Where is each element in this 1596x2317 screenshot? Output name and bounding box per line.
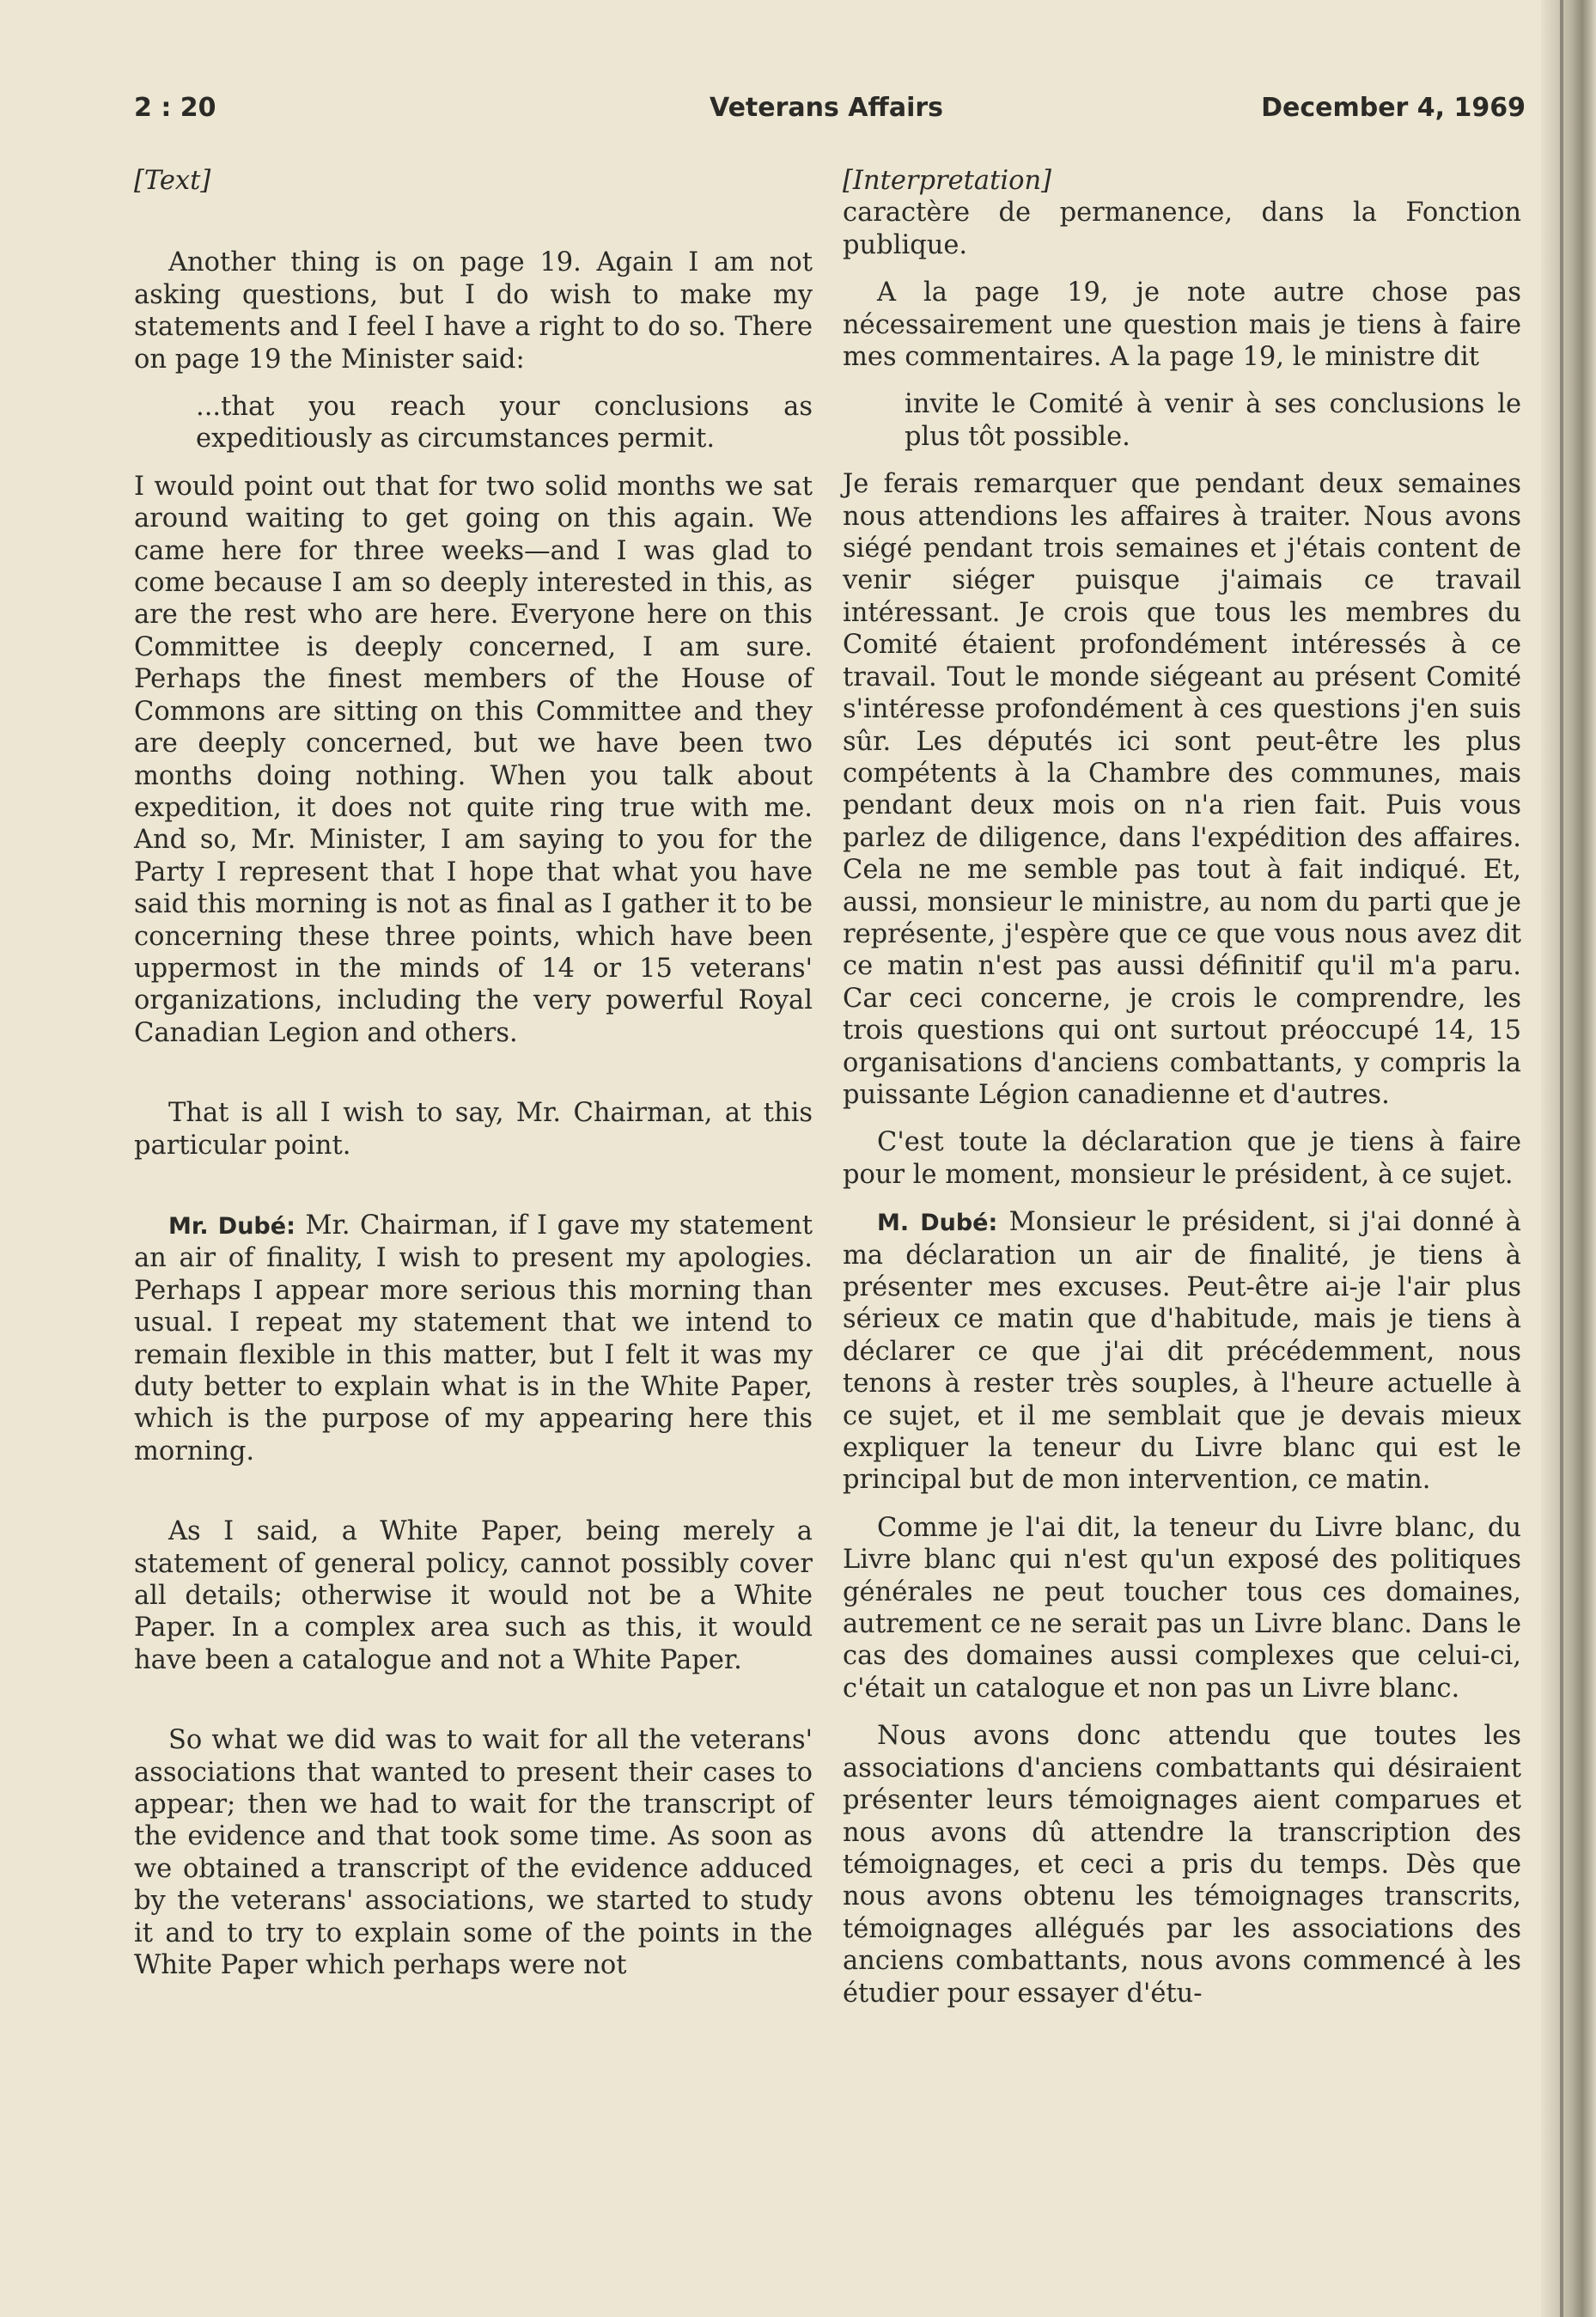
speaker-paragraph: [843, 1206, 1521, 1497]
paragraph: Comme je l'ai dit, la teneur du Livre blanc, du Livre blanc qui n'est qu'un exposé des politiques générales ne peut toucher tous ces domaines, autrement ce ne serait pas un Livre blanc. Dans le cas des domaines aussi complexes que celui-ci, c'était un catalogue et non pas un Livre blanc.: [843, 1512, 1521, 1704]
paragraph: C'est toute la déclaration que je tiens à faire pour le moment, monsieur le président, à ce sujet.: [843, 1127, 1521, 1190]
page-number: 2 : 20: [134, 93, 216, 123]
paragraph: That is all I wish to say, Mr. Chairman, at this particular point.: [134, 1098, 813, 1161]
paragraph: A la page 19, je note autre chose pas nécessairement une question mais je tiens à faire mes commentaires. A la page 19, le ministre dit: [843, 277, 1521, 373]
speech-text: Mr. Chairman, if I gave my statement an air of finality, I wish to present my apologies. Perhaps I appear more serious this morning than usual. I repeat my statement that we intend to remain flexible in this matter, but I felt it was my duty better to explain what is in the White Paper, which is the purpose of my appearing here this morning.: [134, 1210, 813, 1466]
block-quote: invite le Comité à venir à ses conclusions le plus tôt possible.: [905, 389, 1521, 452]
speech-text: Monsieur le président, si j'ai donné à ma déclaration un air de finalité, je tiens à présenter mes excuses. Peut-être ai-je l'air plus sérieux ce matin que d'habitude, mais je tiens à déclarer ce que j'ai dit précédemment, nous tenons à rester très souples, à l'heure actuelle à ce sujet, et il me semblait que je devais mieux expliquer la teneur du Livre blanc qui est le principal but de mon intervention, ce matin.: [843, 1207, 1521, 1496]
paragraph: As I said, a White Paper, being merely a statement of general policy, cannot possibly cover all details; otherwise it would not be a White Paper. In a complex area such as this, it would have been a catalogue and not a White Paper.: [134, 1516, 813, 1675]
speaker-name: M. Dubé:: [877, 1210, 998, 1237]
paragraph: Another thing is on page 19. Again I am not asking questions, but I do wish to make my statements and I feel I have a right to do so. There on page 19 the Minister said:: [134, 247, 813, 375]
page-edge-binding: [1541, 0, 1596, 2317]
running-title: Veterans Affairs: [710, 93, 944, 123]
speaker-paragraph: [134, 1210, 813, 1467]
interpretation-label: [Interpretation]: [843, 166, 1051, 196]
paragraph: I would point out that for two solid months we sat around waiting to get going on this again. We came here for three weeks—and I was glad to come because I am so deeply interested in this, as are the rest who are here. Everyone here on this Committee is deeply concerned, I am sure. Perhaps the finest members of the House of Commons are sitting on this Committee and they are deeply concerned, but we have been two months doing nothing. When you talk about expedition, it does not quite ring true with me. And so, Mr. Minister, I am saying to you for the Party I represent that I hope that what you have said this morning is not as final as I gather it to be concerning these three points, which have been uppermost in the minds of 14 or 15 veterans' organizations, including the very powerful Royal Canadian Legion and others.: [134, 471, 813, 1048]
paragraph: caractère de permanence, dans la Fonction publique.: [843, 198, 1521, 260]
page-date: December 4, 1969: [1261, 93, 1526, 123]
block-quote: ...that you reach your conclusions as expeditiously as circumstances permit.: [196, 392, 813, 454]
paragraph: So what we did was to wait for all the veterans' associations that wanted to present their cases to appear; then we had to wait for the transcript of the evidence and that took some time. As soon as we obtained a transcript of the evidence adduced by the veterans' associations, we started to study it and to try to explain some of the points in the White Paper which perhaps were not: [134, 1725, 813, 1981]
speaker-name: Mr. Dubé:: [168, 1212, 295, 1240]
paragraph: Nous avons donc attendu que toutes les associations d'anciens combattants qui désiraient présenter leurs témoignages aient comparues et nous avons dû attendre la transcription des témoignages, et ceci a pris du temps. Dès que nous avons obtenu les témoignages transcrits, témoignages allégués par les associations des anciens combattants, nous avons commencé à les étudier pour essayer d'étu-: [843, 1721, 1521, 2009]
french-column: [843, 165, 1521, 2025]
english-column: [134, 165, 813, 1997]
paragraph: Je ferais remarquer que pendant deux semaines nous attendions les affaires à traiter. Nous avons siégé pendant trois semaines et j'étais content de venir siéger puisque j'aimais ce travail intéressant. Je crois que tous les membres du Comité étaient profondément intéressés à ce travail. Tout le monde siégeant au présent Comité s'intéresse profondément à ces questions j'en suis sûr. Les députés ici sont peut-être les plus compétents à la Chambre des communes, mais pendant deux mois on n'a rien fait. Puis vous parlez de diligence, dans l'expédition des affaires. Cela ne me semble pas tout à fait indiqué. Et, aussi, monsieur le ministre, au nom du parti que je représente, j'espère que ce que vous nous avez dit ce matin n'est pas aussi définitif qu'il m'a paru. Car ceci concerne, je crois le comprendre, les trois questions qui ont surtout préoccupé 14, 15 organisations d'anciens combattants, y compris la puissante Légion canadienne et d'autres.: [843, 469, 1521, 1110]
text-label: [Text]: [134, 166, 211, 196]
page-header: [134, 93, 1526, 131]
